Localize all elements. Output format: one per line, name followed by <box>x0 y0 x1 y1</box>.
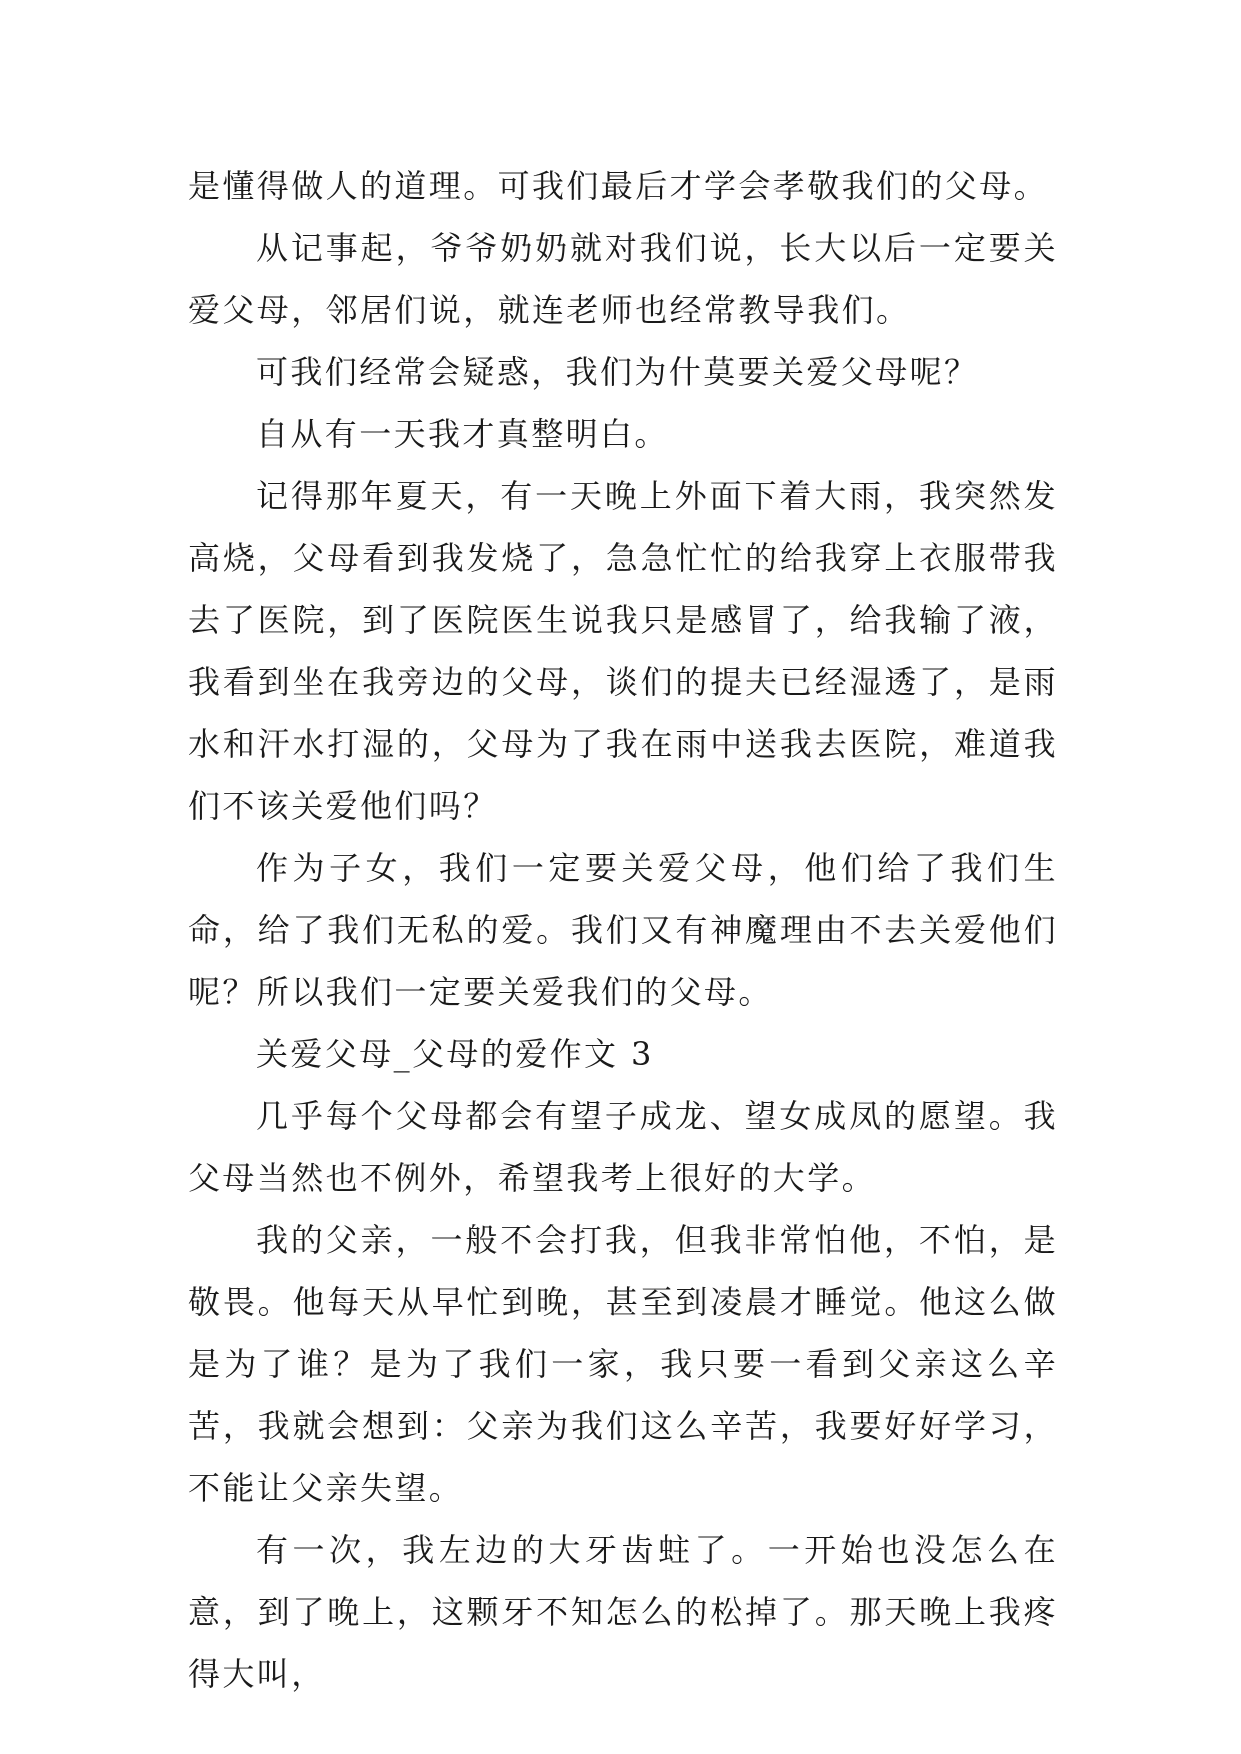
paragraph: 是懂得做人的道理。可我们最后才学会孝敬我们的父母。 <box>188 167 1049 205</box>
paragraph: 几乎每个父母都会有望子成龙、望女成凤的愿望。我父母当然也不例外，希望我考上很好的大学。 <box>188 1097 1058 1197</box>
paragraph: 我的父亲，一般不会打我，但我非常怕他，不怕，是敬畏。他每天从早忙到晚，甚至到凌晨才睡觉。他这么做是为了谁？是为了我们一家，我只要一看到父亲这么辛苦，我就会想到：父亲为我们这么辛苦，我要好好学习，不能让父亲失望。 <box>188 1221 1058 1507</box>
paragraph: 作为子女，我们一定要关爱父母，他们给了我们生命，给了我们无私的爱。我们又有神魔理由不去关爱他们呢？所以我们一定要关爱我们的父母。 <box>188 849 1058 1011</box>
document-body <box>188 155 1058 1705</box>
paragraph: 可我们经常会疑惑，我们为什莫要关爱父母呢？ <box>256 353 979 391</box>
paragraph: 有一次，我左边的大牙齿蛀了。一开始也没怎么在意，到了晚上，这颗牙不知怎么的松掉了。那天晚上我疼得大叫， <box>188 1531 1058 1693</box>
paragraph: 从记事起，爷爷奶奶就对我们说，长大以后一定要关爱父母，邻居们说，就连老师也经常教导我们。 <box>188 229 1058 329</box>
paragraph: 自从有一天我才真整明白。 <box>256 415 669 453</box>
paragraph: 记得那年夏天，有一天晚上外面下着大雨，我突然发高烧，父母看到我发烧了，急急忙忙的给我穿上衣服带我去了医院，到了医院医生说我只是感冒了，给我输了液，我看到坐在我旁边的父母，谈们的提夫已经湿透了，是雨水和汗水打湿的，父母为了我在雨中送我去医院，难道我们不该关爱他们吗？ <box>188 477 1058 825</box>
section-heading: 关爱父母_父母的爱作文 3 <box>256 1035 654 1073</box>
